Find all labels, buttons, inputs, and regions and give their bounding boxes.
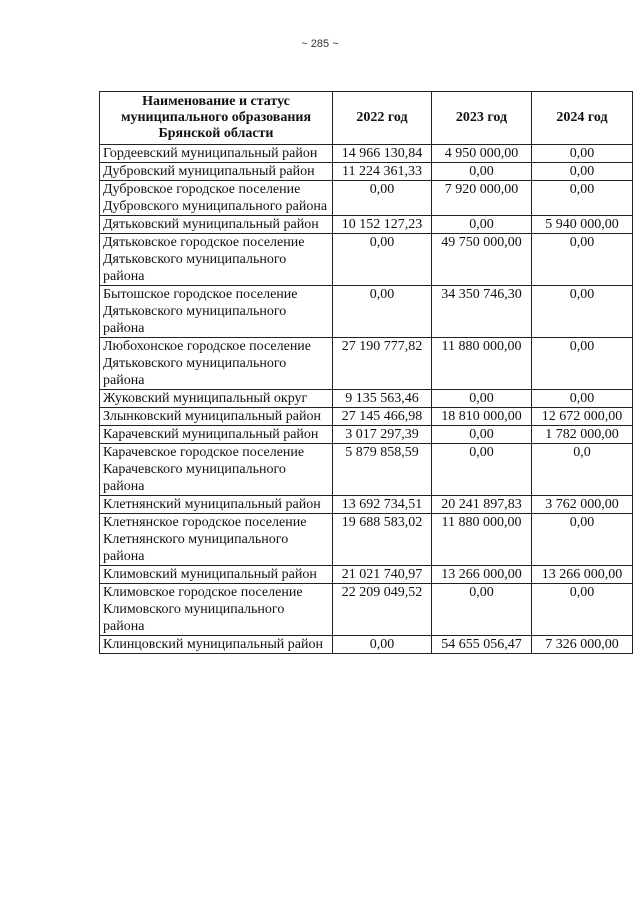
table-row <box>100 145 633 163</box>
cell-name: Злынковский муниципальный район <box>100 408 333 426</box>
cell-name: Карачевский муниципальный район <box>100 426 333 444</box>
cell-name: Жуковский муниципальный округ <box>100 390 333 408</box>
table-row <box>100 216 633 234</box>
cell-2024: 0,00 <box>532 338 633 390</box>
header-2023: 2023 год <box>432 92 532 145</box>
cell-2023: 0,00 <box>432 444 532 496</box>
cell-name: Климовское городское поселение Климовского муниципального района <box>100 584 333 636</box>
table-row <box>100 584 633 636</box>
cell-2024: 0,00 <box>532 584 633 636</box>
cell-2023: 0,00 <box>432 390 532 408</box>
table-row <box>100 408 633 426</box>
cell-2022: 5 879 858,59 <box>333 444 432 496</box>
cell-name: Клетнянский муниципальный район <box>100 496 333 514</box>
cell-2024: 0,00 <box>532 286 633 338</box>
cell-2022: 19 688 583,02 <box>333 514 432 566</box>
table-row <box>100 514 633 566</box>
cell-2022: 0,00 <box>333 636 432 654</box>
cell-2023: 0,00 <box>432 426 532 444</box>
cell-2023: 13 266 000,00 <box>432 566 532 584</box>
table-row <box>100 338 633 390</box>
cell-2023: 34 350 746,30 <box>432 286 532 338</box>
cell-2024: 3 762 000,00 <box>532 496 633 514</box>
cell-name: Дятьковский муниципальный район <box>100 216 333 234</box>
budget-table <box>99 91 633 654</box>
cell-2024: 0,00 <box>532 514 633 566</box>
cell-name: Дубровское городское поселение Дубровского муниципального района <box>100 181 333 216</box>
cell-2022: 9 135 563,46 <box>333 390 432 408</box>
cell-2022: 27 145 466,98 <box>333 408 432 426</box>
header-2022: 2022 год <box>333 92 432 145</box>
cell-2024: 7 326 000,00 <box>532 636 633 654</box>
cell-2024: 0,0 <box>532 444 633 496</box>
cell-2024: 13 266 000,00 <box>532 566 633 584</box>
cell-2022: 10 152 127,23 <box>333 216 432 234</box>
cell-2024: 0,00 <box>532 163 633 181</box>
cell-2022: 0,00 <box>333 181 432 216</box>
cell-name: Карачевское городское поселение Карачевского муниципального района <box>100 444 333 496</box>
page-number: ~ 285 ~ <box>301 38 339 50</box>
cell-name: Климовский муниципальный район <box>100 566 333 584</box>
cell-name: Клинцовский муниципальный район <box>100 636 333 654</box>
table-row <box>100 163 633 181</box>
cell-2022: 13 692 734,51 <box>333 496 432 514</box>
cell-2023: 11 880 000,00 <box>432 514 532 566</box>
cell-2023: 7 920 000,00 <box>432 181 532 216</box>
cell-name: Клетнянское городское поселение Клетнянского муниципального района <box>100 514 333 566</box>
cell-name: Дятьковское городское поселение Дятьковского муниципального района <box>100 234 333 286</box>
cell-2022: 21 021 740,97 <box>333 566 432 584</box>
table-row <box>100 636 633 654</box>
cell-2022: 3 017 297,39 <box>333 426 432 444</box>
cell-2022: 0,00 <box>333 234 432 286</box>
cell-2024: 0,00 <box>532 234 633 286</box>
table-row <box>100 390 633 408</box>
cell-name: Дубровский муниципальный район <box>100 163 333 181</box>
table-row <box>100 444 633 496</box>
cell-2022: 27 190 777,82 <box>333 338 432 390</box>
cell-2024: 0,00 <box>532 390 633 408</box>
cell-2023: 11 880 000,00 <box>432 338 532 390</box>
cell-2024: 5 940 000,00 <box>532 216 633 234</box>
cell-2023: 0,00 <box>432 216 532 234</box>
cell-2022: 0,00 <box>333 286 432 338</box>
cell-2024: 1 782 000,00 <box>532 426 633 444</box>
cell-2023: 0,00 <box>432 584 532 636</box>
cell-name: Бытошское городское поселение Дятьковского муниципального района <box>100 286 333 338</box>
table-row <box>100 181 633 216</box>
cell-2023: 20 241 897,83 <box>432 496 532 514</box>
cell-2024: 0,00 <box>532 145 633 163</box>
cell-2023: 0,00 <box>432 163 532 181</box>
cell-2023: 49 750 000,00 <box>432 234 532 286</box>
header-name: Наименование и статус муниципального образования Брянской области <box>100 92 333 145</box>
cell-2022: 11 224 361,33 <box>333 163 432 181</box>
table-row <box>100 234 633 286</box>
cell-2023: 18 810 000,00 <box>432 408 532 426</box>
cell-2022: 14 966 130,84 <box>333 145 432 163</box>
table-row <box>100 286 633 338</box>
cell-name: Гордеевский муниципальный район <box>100 145 333 163</box>
cell-2023: 4 950 000,00 <box>432 145 532 163</box>
cell-name: Любохонское городское поселение Дятьковского муниципального района <box>100 338 333 390</box>
cell-2022: 22 209 049,52 <box>333 584 432 636</box>
table-header-row <box>100 92 633 145</box>
table-body <box>100 145 633 654</box>
cell-2024: 0,00 <box>532 181 633 216</box>
cell-2024: 12 672 000,00 <box>532 408 633 426</box>
header-2024: 2024 год <box>532 92 633 145</box>
table-row <box>100 566 633 584</box>
table-row <box>100 426 633 444</box>
table-row <box>100 496 633 514</box>
cell-2023: 54 655 056,47 <box>432 636 532 654</box>
